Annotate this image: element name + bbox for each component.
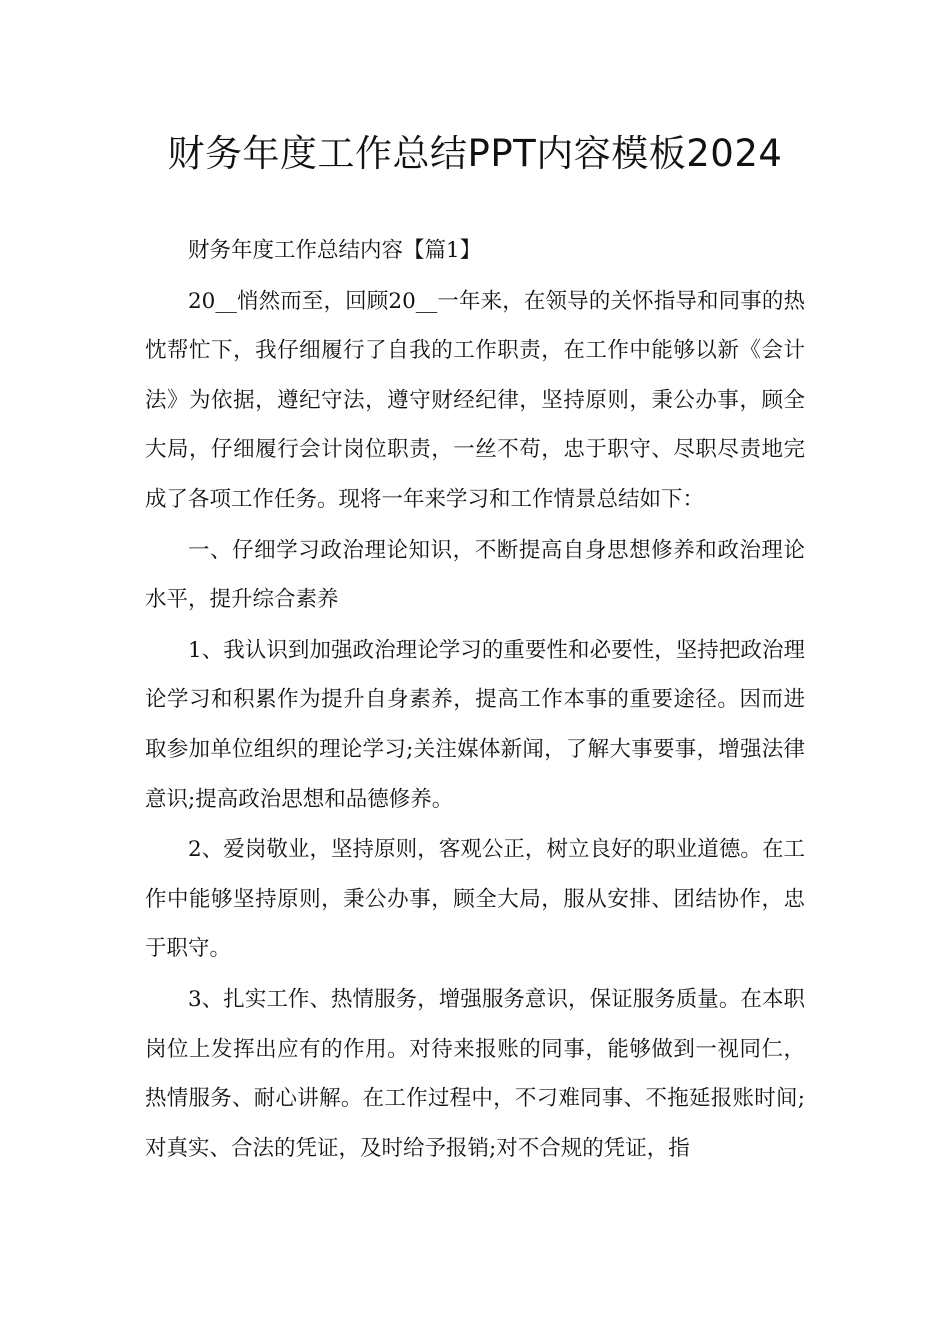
section-heading-part1: 财务年度工作总结内容【篇1】 <box>188 238 482 263</box>
section-heading-1: 一、仔细学习政治理论知识，不断提高自身思想修养和政治理论水平，提升综合素养 <box>145 537 805 613</box>
paragraph-item-1: 1、我认识到加强政治理论学习的重要性和必要性，坚持把政治理论学习和积累作为提升自身素养，提高工作本事的重要途径。因而进取参加单位组织的理论学习;关注媒体新闻，了解大事要事，增强法律意识;提高政治思想和品德修养。 <box>145 637 805 812</box>
paragraph-intro: 20__悄然而至，回顾20__一年来，在领导的关怀指导和同事的热忱帮忙下，我仔细履行了自我的工作职责，在工作中能够以新《会计法》为依据，遵纪守法，遵守财经纪律，坚持原则，秉公办事，顾全大局，仔细履行会计岗位职责，一丝不苟，忠于职守、尽职尽责地完成了各项工作任务。现将一年来学习和工作情景总结如下： <box>145 288 805 512</box>
paragraph-item-3: 3、扎实工作、热情服务，增强服务意识，保证服务质量。在本职岗位上发挥出应有的作用。对待来报账的同事，能够做到一视同仁，热情服务、耐心讲解。在工作过程中，不刁难同事、不拖延报账时间;对真实、合法的凭证，及时给予报销;对不合规的凭证，指 <box>145 986 805 1161</box>
document-body <box>145 226 805 1174</box>
paragraph-item-2: 2、爱岗敬业，坚持原则，客观公正，树立良好的职业道德。在工作中能够坚持原则，秉公办事，顾全大局，服从安排、团结协作，忠于职守。 <box>145 837 805 962</box>
document-title: 财务年度工作总结PPT内容模板2024 <box>167 132 783 175</box>
